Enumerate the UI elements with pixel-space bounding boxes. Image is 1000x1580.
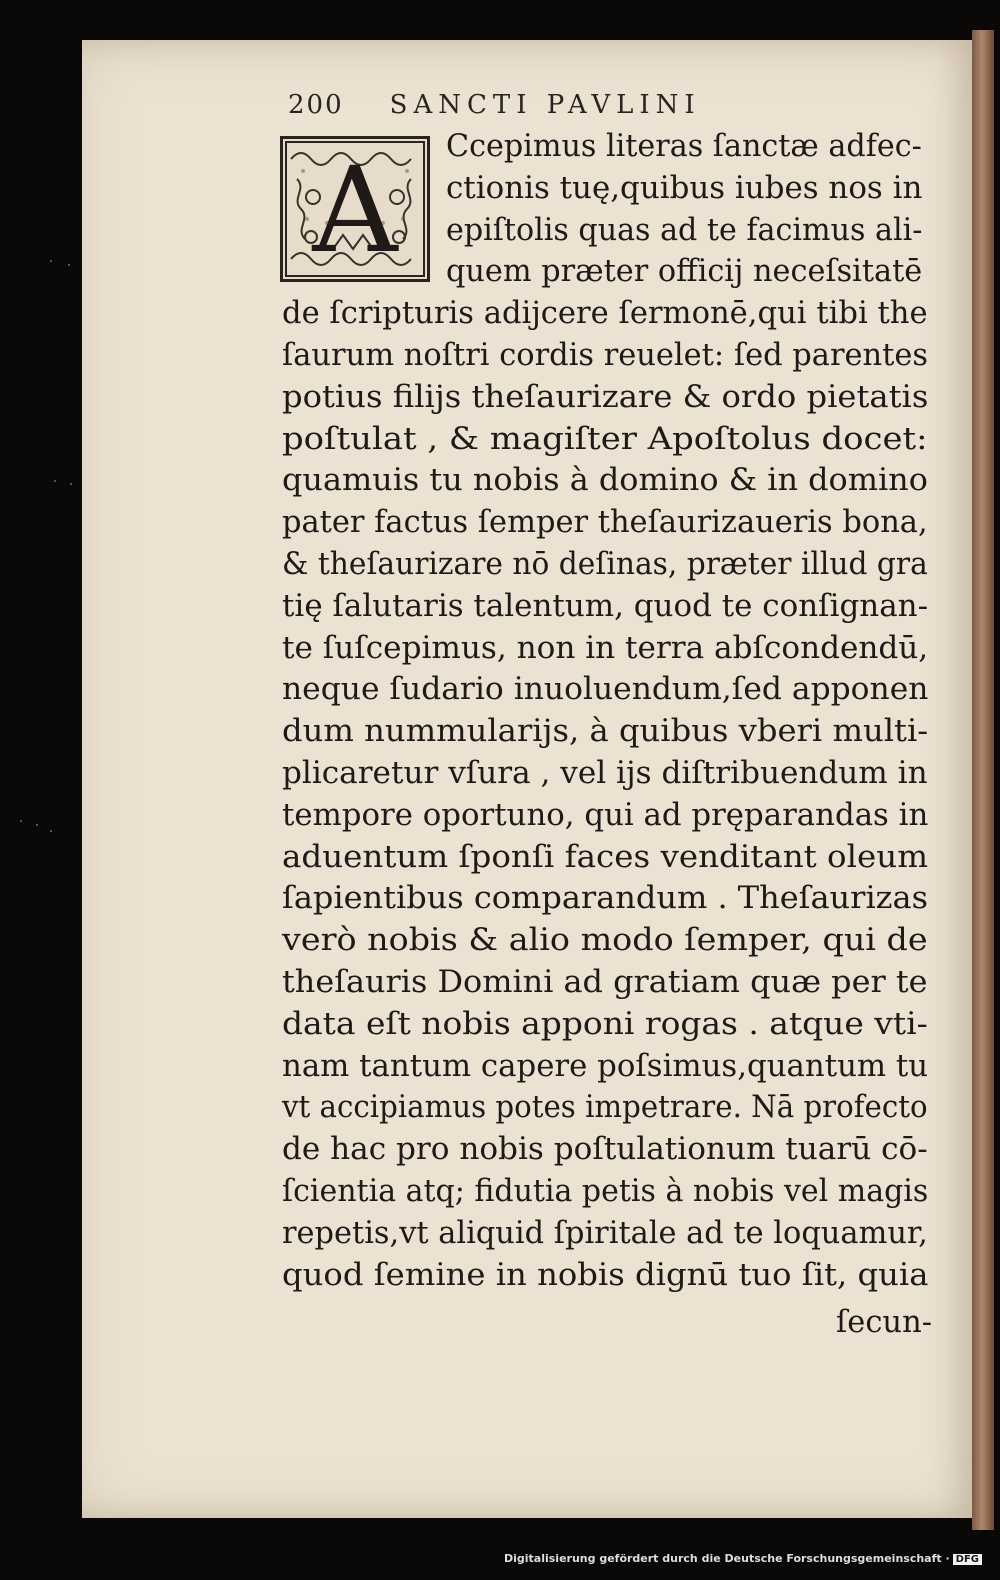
text-line: ctionis tuę,quibus iubes nos in [446,170,923,206]
text-line: neque ſudario inuoluendum,ſed apponen [282,672,929,708]
text-line: potius filijs theſaurizare & ordo pietatis [282,379,929,415]
text-line: tię ſalutaris talentum, quod te conſignan- [282,588,929,624]
catchword: ſecun- [836,1305,933,1340]
film-specks [10,240,80,860]
text-line: pater factus ſemper theſaurizaueris bona, [282,505,928,541]
text-line: tempore oportuno, qui ad pręparandas in [282,797,929,833]
footer-credit [504,1552,982,1565]
text-line: aduentum ſponſi faces venditant oleum [282,839,929,875]
text-line: de ſcripturis adijcere ſermonē,qui tibi the [282,296,928,332]
text-line: ſaurum noſtri cordis reuelet: ſed parentes [282,338,929,373]
text-line: vt accipiamus potes impetrare. Nā profecto [282,1090,928,1126]
text-line: te ſuſcepimus, non in terra abſcondendū, [282,630,929,666]
decorated-initial [280,136,430,282]
text-line: theſauris Domini ad gratiam quæ per te [282,965,928,1000]
text-line: quod ſemine in nobis dignū tuo ſit, quia [282,1257,929,1293]
text-line: de hac pro nobis poſtulationum tuarū cō- [282,1132,928,1168]
text-line: ſapientibus comparandum . Theſaurizas [282,881,929,917]
footer-text: Digitalisierung gefördert durch die Deutsche Forschungsgemeinschaft · [503,1552,950,1565]
page-number: 200 [288,90,344,120]
text-line: data eſt nobis apponi rogas . atque vti- [282,1006,928,1042]
running-title: SANCTI PAVLINI [389,90,701,120]
text-line: plicaretur vſura , vel ijs diſtribuendum in [282,756,928,791]
text-line: poſtulat , & magiſter Apoſtolus docet: [282,421,928,457]
text-line: & theſaurizare nō deſinas, præter illud gra [282,547,928,582]
initial-letter: A [312,141,398,279]
running-head [288,90,828,120]
text-line: verò nobis & alio modo ſemper, qui de [282,923,928,959]
text-line: repetis,vt aliquid ſpiritale ad te loquamur, [282,1215,928,1251]
book-edge [972,30,994,1530]
text-line: dum nummularijs, à quibus vberi multi- [282,714,929,750]
text-line: ſcientia atq; fidutia petis à nobis vel magis [282,1174,929,1209]
text-line: epiſtolis quas ad te facimus ali- [446,212,923,248]
text-line: nam tantum capere poſsimus,quantum tu [282,1048,929,1084]
dfg-badge: DFG [953,1554,982,1565]
text-line: Ccepimus literas ſanctæ adfec- [446,129,922,164]
text-line: quem præter officij neceſsitatē [446,254,923,290]
text-line: quamuis tu nobis à domino & in domino [282,463,928,499]
